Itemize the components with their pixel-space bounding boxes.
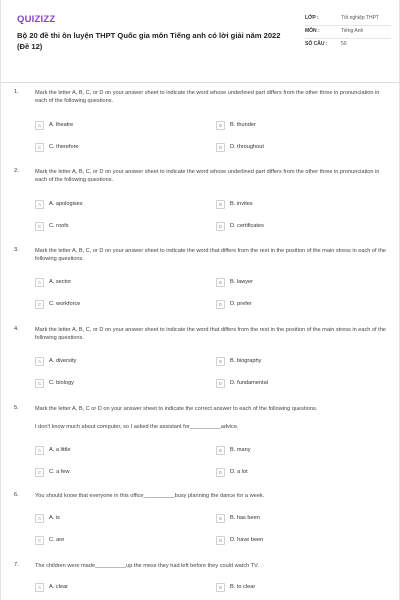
option-text: B. biography <box>230 358 262 364</box>
option-text: A. theatre <box>49 122 74 128</box>
question-text: The children were made__________up the mess they had left before they could watch TV. <box>35 563 259 569</box>
option-text: B. invites <box>230 201 253 207</box>
option-text: C. biology <box>49 380 74 386</box>
option-letter-box: A <box>35 357 44 366</box>
question-text: Mark the letter A, B, C or D on your answer sheet to indicate the correct answer to each of the following questions. <box>35 406 318 412</box>
meta-row-question-count <box>305 39 391 51</box>
option-letter-box: D <box>216 143 225 152</box>
question-text: Mark the letter A, B, C, or D on your answer sheet to indicate the word that differs from the rest in the position of the main stress in each of the following questions. <box>35 327 386 342</box>
option-text: C. workforce <box>49 301 81 307</box>
meta-value: 50 <box>341 41 347 47</box>
meta-value: Tiếng Anh <box>341 28 364 34</box>
option-text: D. have been <box>230 537 264 543</box>
option-text: C. are <box>49 537 65 543</box>
option-text: B. to clear <box>230 584 256 590</box>
option-letter-box: B <box>216 200 225 209</box>
option-text: B. lawyer <box>230 279 254 285</box>
option-d[interactable] <box>216 467 248 477</box>
worksheet-header <box>1 0 400 84</box>
option-c[interactable] <box>35 467 70 477</box>
question-number: 4. <box>14 326 19 332</box>
option-letter-box: C <box>35 300 44 309</box>
option-c[interactable] <box>35 299 80 309</box>
option-text: B. thunder <box>230 122 256 128</box>
option-a[interactable] <box>35 513 60 523</box>
question-number: 5. <box>14 405 19 411</box>
option-text: D. certificates <box>230 223 264 229</box>
meta-key: LỚP : <box>305 15 319 21</box>
option-letter-box: A <box>35 583 44 592</box>
option-letter-box: C <box>35 222 44 231</box>
meta-key: MÔN : <box>305 28 320 34</box>
option-text: C. therefore <box>49 144 79 150</box>
option-b[interactable] <box>216 445 251 455</box>
option-text: D. prefer <box>230 301 252 307</box>
option-a[interactable] <box>35 277 71 287</box>
option-b[interactable] <box>216 199 253 209</box>
option-text: B. many <box>230 447 251 453</box>
option-b[interactable] <box>216 277 253 287</box>
option-b[interactable] <box>216 356 261 366</box>
option-letter-box: D <box>216 468 225 477</box>
option-letter-box: B <box>216 357 225 366</box>
option-text: A. sector <box>49 279 72 285</box>
option-a[interactable] <box>35 120 73 130</box>
option-text: A. is <box>49 515 60 521</box>
option-letter-box: C <box>35 468 44 477</box>
option-b[interactable] <box>216 513 260 523</box>
option-d[interactable] <box>216 535 263 545</box>
option-text: C. a few <box>49 469 70 475</box>
option-d[interactable] <box>216 299 252 309</box>
option-letter-box: D <box>216 536 225 545</box>
meta-row-grade <box>305 13 391 26</box>
option-letter-box: C <box>35 379 44 388</box>
option-letter-box: B <box>216 514 225 523</box>
option-text: D. a lot <box>230 469 248 475</box>
question-number: 2. <box>14 168 19 174</box>
option-b[interactable] <box>216 582 255 592</box>
question-prompt: I don't know much about computer, so I asked the assistant for__________advice. <box>35 424 239 430</box>
meta-row-subject <box>305 26 391 39</box>
option-a[interactable] <box>35 356 76 366</box>
option-letter-box: A <box>35 446 44 455</box>
option-letter-box: A <box>35 514 44 523</box>
worksheet-title: Bộ 20 đề thi ôn luyện THPT Quốc gia môn Tiếng anh có lời giải năm 2022 (Đề 12) <box>17 31 281 51</box>
meta-value: Tốt nghiệp THPT <box>341 15 379 21</box>
option-d[interactable] <box>216 142 264 152</box>
option-b[interactable] <box>216 120 256 130</box>
option-text: A. a little <box>49 447 71 453</box>
quizizz-logo: QUIZIZZ <box>17 14 56 25</box>
option-text: A. apologises <box>49 201 83 207</box>
worksheet-meta <box>305 13 391 51</box>
option-text: A. clear <box>49 584 68 590</box>
option-letter-box: B <box>216 583 225 592</box>
option-letter-box: D <box>216 222 225 231</box>
option-d[interactable] <box>216 378 268 388</box>
option-letter-box: A <box>35 121 44 130</box>
option-a[interactable] <box>35 199 83 209</box>
option-letter-box: B <box>216 121 225 130</box>
option-letter-box: A <box>35 200 44 209</box>
question-text: You should know that everyone in this office__________busy planning the dance for a week. <box>35 493 265 499</box>
question-number: 1. <box>14 89 19 95</box>
option-letter-box: D <box>216 300 225 309</box>
header-divider <box>1 82 400 83</box>
question-text: Mark the letter A, B, C, or D on your answer sheet to indicate the word whose underlined part differs from the other three in pronunciation in each of the following questions. <box>35 90 380 105</box>
option-letter-box: A <box>35 278 44 287</box>
option-text: D. fundamental <box>230 380 268 386</box>
question-number: 6. <box>14 492 19 498</box>
option-a[interactable] <box>35 582 68 592</box>
option-c[interactable] <box>35 535 64 545</box>
option-c[interactable] <box>35 378 74 388</box>
option-text: D. throughout <box>230 144 264 150</box>
option-letter-box: C <box>35 536 44 545</box>
question-text: Mark the letter A, B, C, or D on your answer sheet to indicate the word that differs from the rest in the position of the main stress in each of the following questions. <box>35 248 386 263</box>
option-c[interactable] <box>35 221 69 231</box>
meta-key: SỐ CÂU : <box>305 41 328 47</box>
option-d[interactable] <box>216 221 264 231</box>
option-letter-box: C <box>35 143 44 152</box>
option-c[interactable] <box>35 142 79 152</box>
option-text: C. roofs <box>49 223 69 229</box>
option-a[interactable] <box>35 445 70 455</box>
question-number: 3. <box>14 247 19 253</box>
option-letter-box: B <box>216 446 225 455</box>
option-letter-box: D <box>216 379 225 388</box>
option-text: A. diversity <box>49 358 77 364</box>
question-number: 7. <box>14 562 19 568</box>
option-text: B. has been <box>230 515 260 521</box>
question-text: Mark the letter A, B, C, or D on your answer sheet to indicate the word whose underlined part differs from the other three in pronunciation in each of the following questions. <box>35 169 380 184</box>
option-letter-box: B <box>216 278 225 287</box>
